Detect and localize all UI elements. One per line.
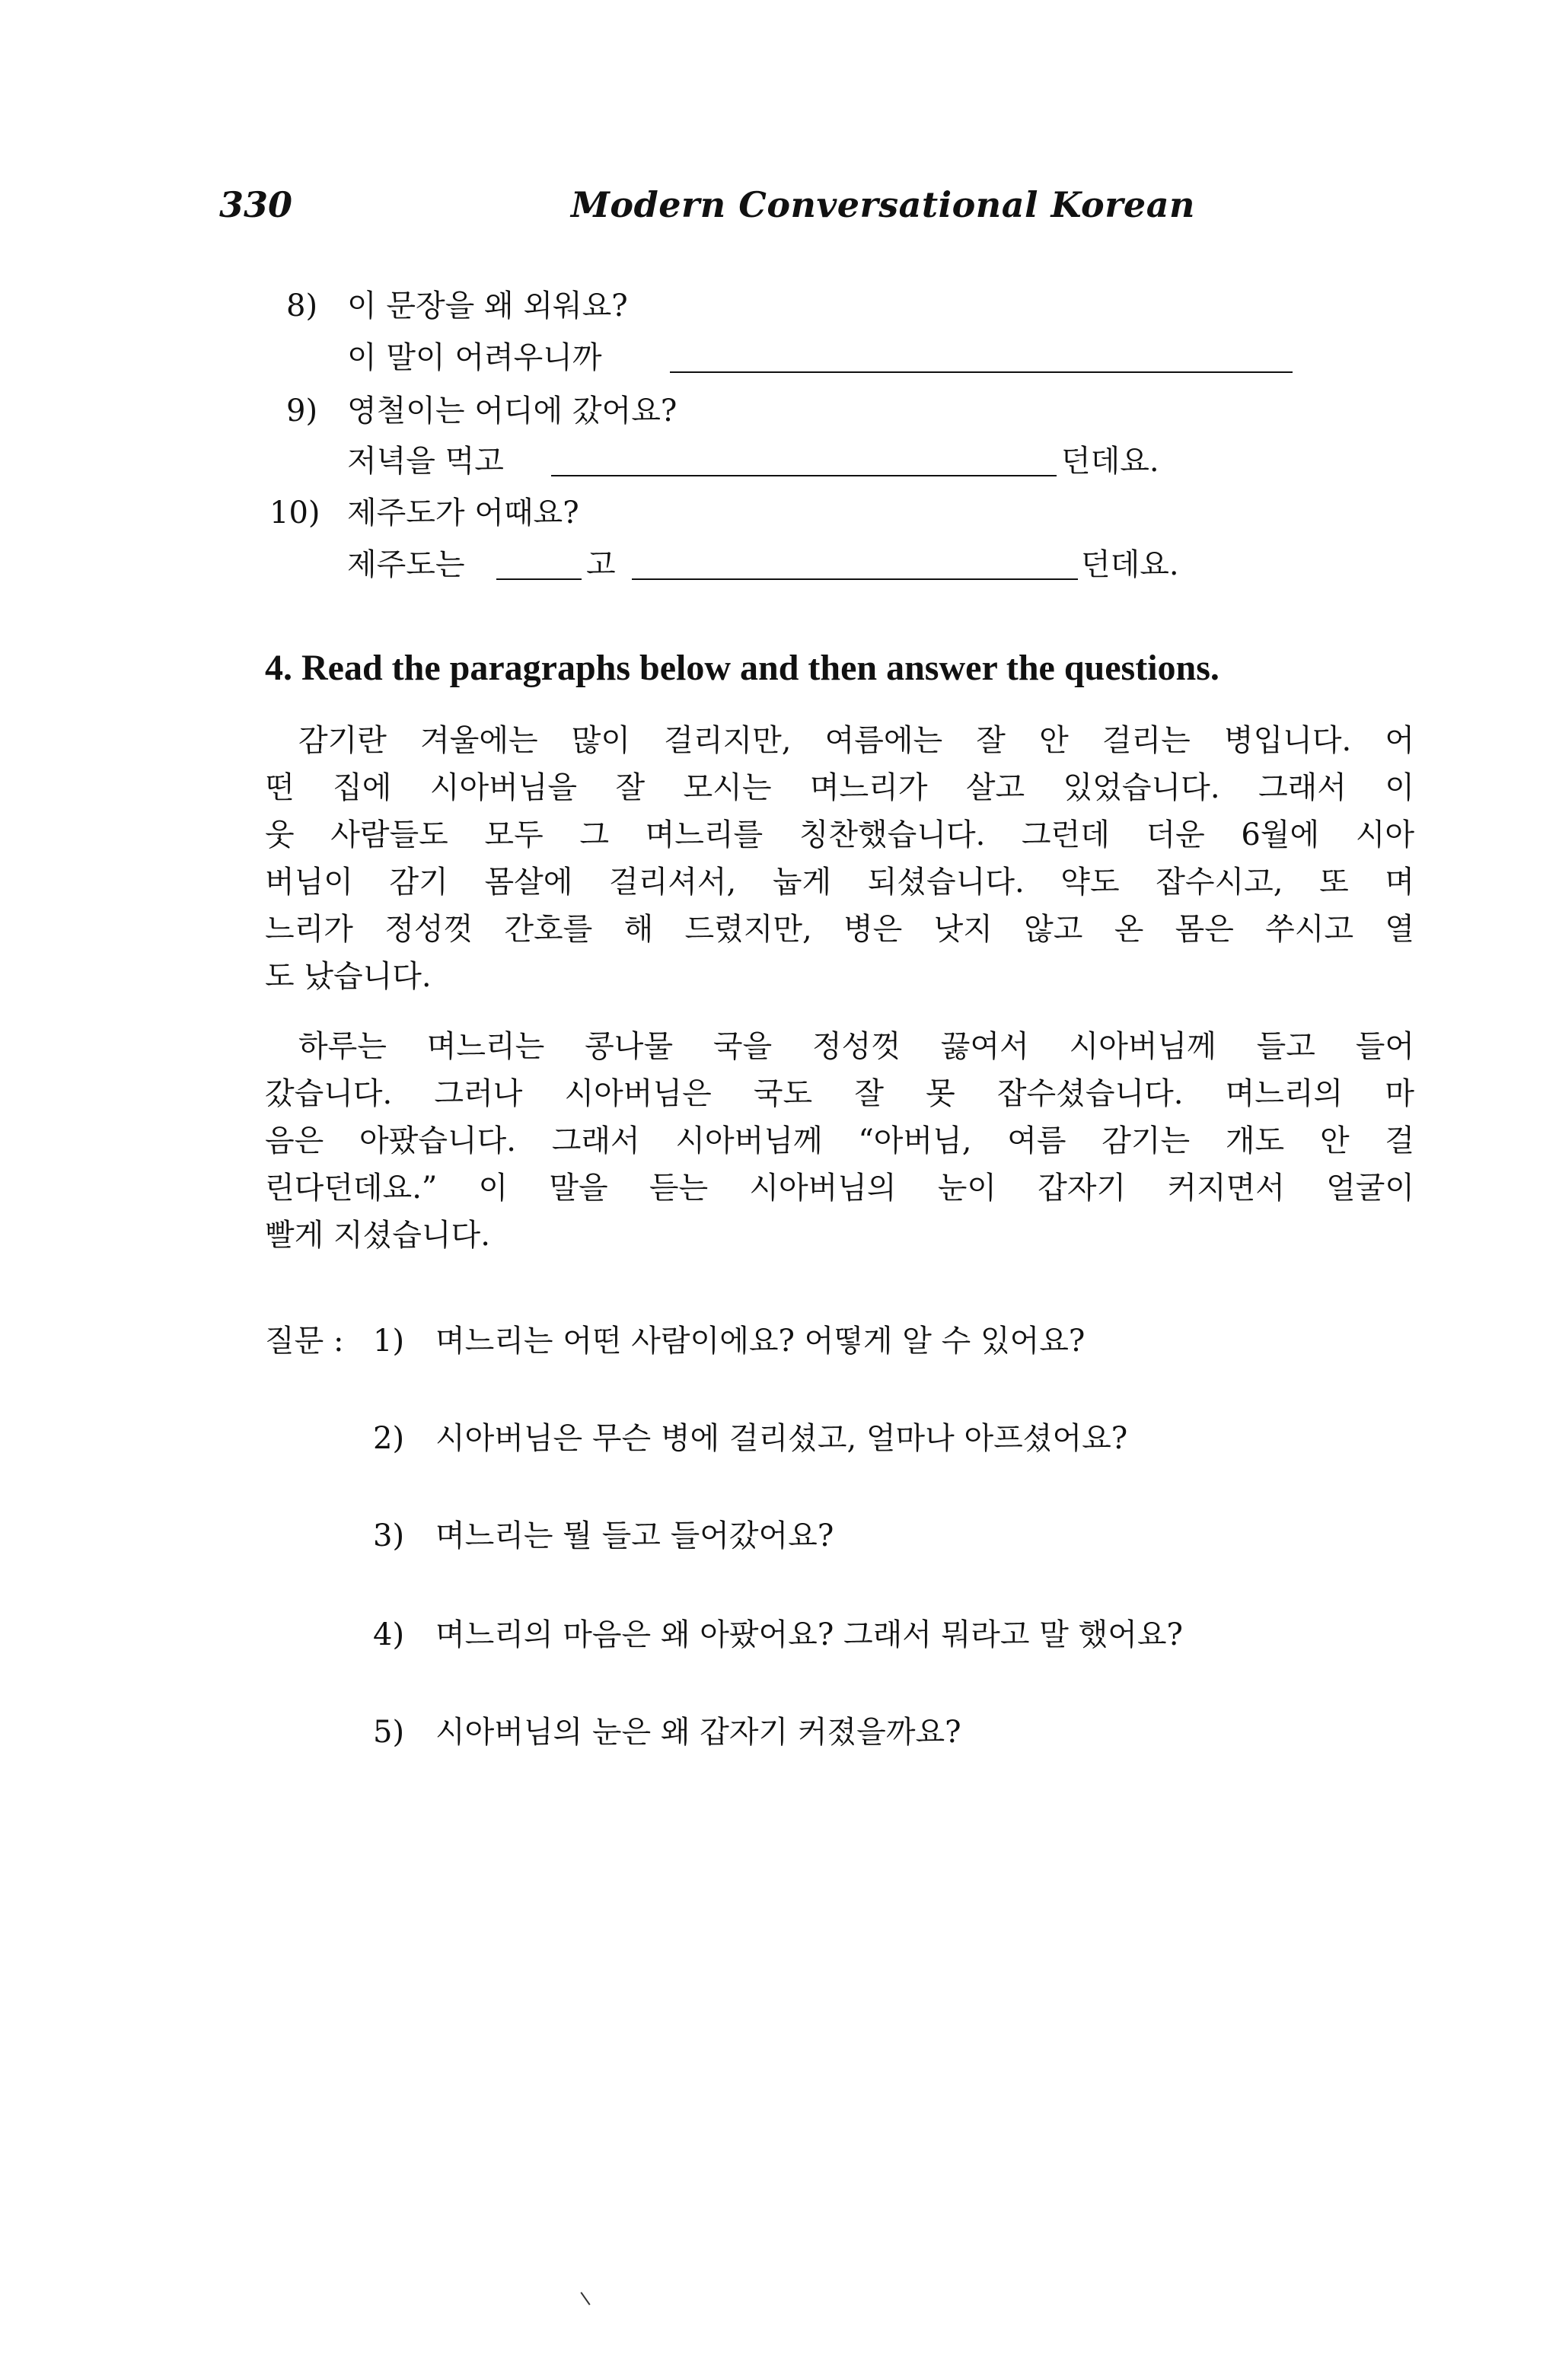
running-title: Modern Conversational Korean (571, 184, 1195, 225)
item-8-number: 8) (286, 288, 318, 323)
question-1-text: 며느리는 어떤 사람이에요? 어떻게 알 수 있어요? (435, 1324, 1086, 1359)
question-2-number: 2) (373, 1421, 405, 1456)
question-1-number: 1) (373, 1324, 405, 1359)
item-9-answer-blank (551, 475, 1057, 476)
paragraph-2 (265, 1023, 1414, 1259)
question-3-text: 며느리는 뭘 들고 들어갔어요? (435, 1518, 834, 1553)
question-4-text: 며느리의 마음은 왜 아팠어요? 그래서 뭐라고 말 했어요? (435, 1617, 1183, 1652)
paragraph-line: 빨게 지셨습니다. (265, 1218, 490, 1253)
paragraph-line: 갔습니다. 그러나 시아버님은 국도 잘 못 잡수셨습니다. 며느리의 마 (265, 1076, 1414, 1111)
paragraph-1 (265, 717, 1414, 1000)
item-8-answer-prefix: 이 말이 어려우니까 (347, 340, 602, 375)
section-4-heading: 4. Read the paragraphs below and then answer the questions. (265, 648, 1219, 688)
item-9-answer-prefix: 저녁을 먹고 (347, 444, 504, 479)
item-10-question: 제주도가 어때요? (347, 495, 579, 530)
item-10-number: 10) (269, 495, 320, 530)
question-2-text: 시아버님은 무슨 병에 걸리셨고, 얼마나 아프셨어요? (435, 1421, 1128, 1456)
item-8-question: 이 문장을 왜 외워요? (347, 288, 628, 323)
paragraph-line: 하루는 며느리는 콩나물 국을 정성껏 끓여서 시아버님께 들고 들어 (298, 1029, 1414, 1064)
stray-mark (580, 2292, 590, 2305)
question-3-number: 3) (373, 1518, 405, 1553)
item-9-question: 영철이는 어디에 갔어요? (347, 393, 677, 429)
question-5-text: 시아버님의 눈은 왜 갑자기 커졌을까요? (435, 1715, 961, 1750)
question-5-number: 5) (373, 1715, 405, 1750)
paragraph-line: 감기란 겨울에는 많이 걸리지만, 여름에는 잘 안 걸리는 병입니다. 어 (298, 723, 1414, 758)
paragraph-line: 도 났습니다. (265, 959, 432, 994)
paragraph-line: 느리가 정성껏 간호를 해 드렸지만, 병은 낫지 않고 온 몸은 쑤시고 열 (265, 912, 1414, 947)
paragraph-line: 웃 사람들도 모두 그 며느리를 칭찬했습니다. 그런데 더운 6월에 시아 (265, 817, 1414, 852)
item-8-answer-blank (670, 371, 1293, 373)
question-4-number: 4) (373, 1617, 405, 1652)
questions-label: 질문 : (265, 1324, 344, 1359)
item-9-number: 9) (286, 393, 318, 429)
paragraph-line: 음은 아팠습니다. 그래서 시아버님께 “아버님, 여름 감기는 개도 안 걸 (265, 1123, 1414, 1158)
item-10-answer-suffix: 던데요. (1081, 547, 1179, 582)
item-10-answer-blank-2 (632, 578, 1078, 580)
paragraph-line: 린다던데요.” 이 말을 듣는 시아버님의 눈이 갑자기 커지면서 얼굴이 (265, 1171, 1414, 1206)
item-10-answer-prefix: 제주도는 (347, 547, 465, 582)
paragraph-line: 떤 집에 시아버님을 잘 모시는 며느리가 살고 있었습니다. 그래서 이 (265, 770, 1414, 805)
item-9-answer-suffix: 던데요. (1061, 444, 1159, 479)
item-10-answer-blank-1 (496, 578, 582, 580)
paragraph-line: 버님이 감기 몸살에 걸리셔서, 눕게 되셨습니다. 약도 잡수시고, 또 며 (265, 865, 1414, 900)
item-10-answer-middle: 고 (586, 547, 616, 582)
page-number: 330 (219, 184, 293, 225)
